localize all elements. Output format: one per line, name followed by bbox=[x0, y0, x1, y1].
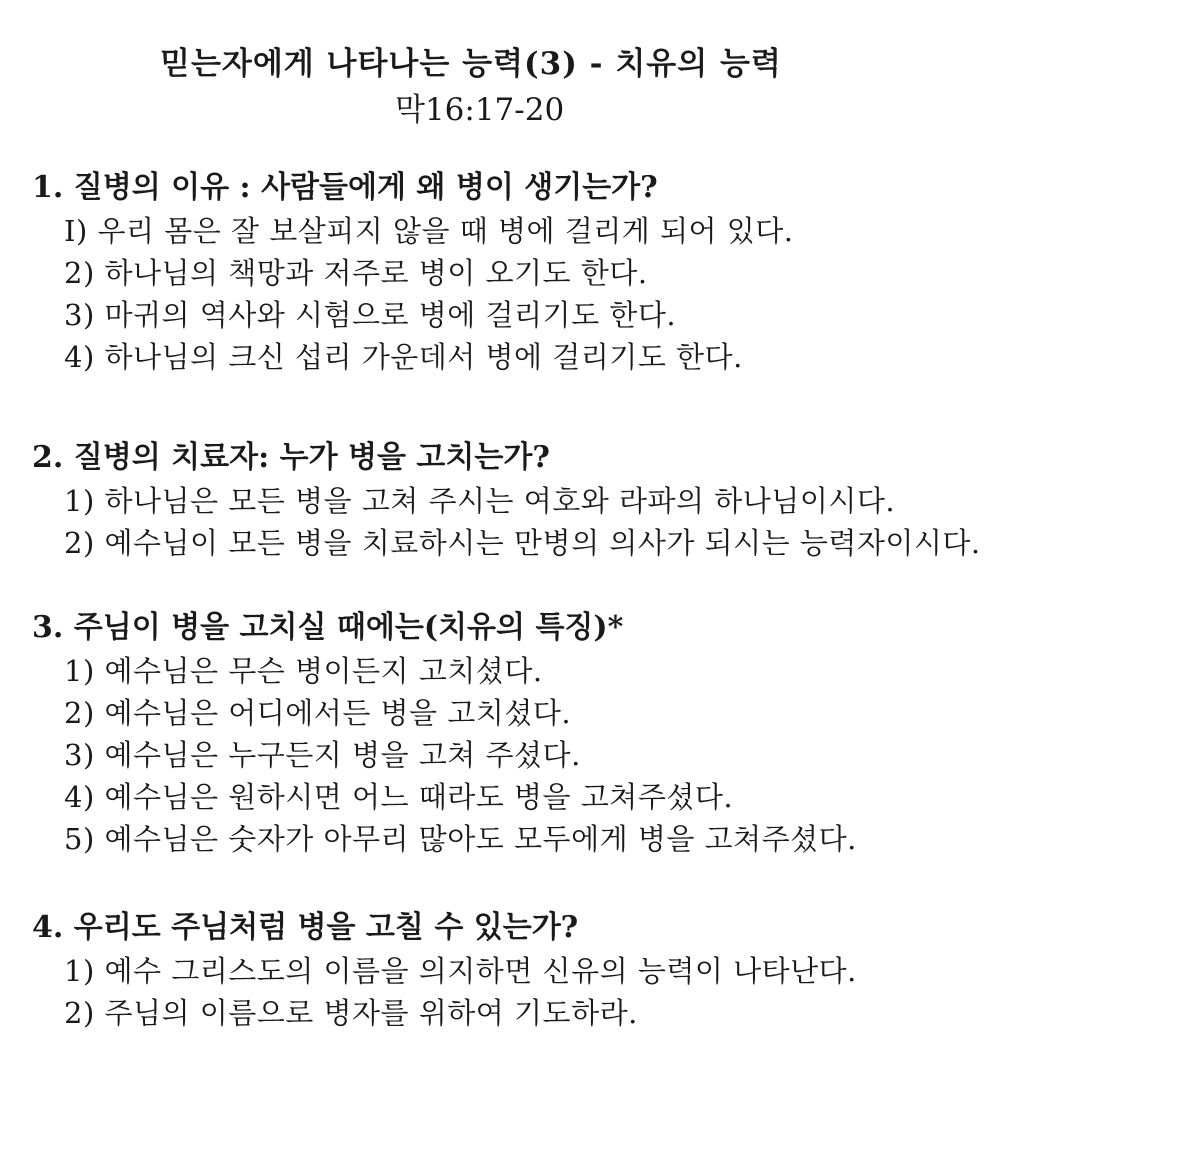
list-item: 3) 마귀의 역사와 시험으로 병에 걸리기도 한다. bbox=[64, 298, 677, 332]
section-healing-characteristics bbox=[32, 606, 1182, 860]
list-item: 1) 예수 그리스도의 이름을 의지하면 신유의 능력이 나타난다. bbox=[64, 954, 857, 988]
list-item: 2) 하나님의 책망과 저주로 병이 오기도 한다. bbox=[64, 256, 648, 290]
section-heading: 2. 질병의 치료자: 누가 병을 고치는가? bbox=[32, 440, 550, 475]
list-item: 4) 하나님의 크신 섭리 가운데서 병에 걸리기도 한다. bbox=[64, 340, 743, 374]
list-item: 5) 예수님은 숫자가 아무리 많아도 모두에게 병을 고쳐주셨다. bbox=[64, 822, 857, 856]
scripture-reference: 막16:17-20 bbox=[395, 92, 565, 128]
section-heading: 4. 우리도 주님처럼 병을 고칠 수 있는가? bbox=[32, 910, 579, 945]
document-title: 믿는자에게 나타나는 능력(3) - 치유의 능력 bbox=[160, 46, 782, 82]
section-heading: 3. 주님이 병을 고치실 때에는(치유의 특징)* bbox=[32, 610, 624, 645]
section-illness-causes bbox=[32, 166, 1182, 378]
section-heading: 1. 질병의 이유 : 사람들에게 왜 병이 생기는가? bbox=[32, 170, 658, 205]
list-item: 2) 예수님은 어디에서든 병을 고치셨다. bbox=[64, 696, 572, 730]
list-item: 2) 예수님이 모든 병을 치료하시는 만병의 의사가 되시는 능력자이시다. bbox=[64, 526, 981, 560]
list-item: I) 우리 몸은 잘 보살피지 않을 때 병에 걸리게 되어 있다. bbox=[64, 214, 794, 248]
list-item: 3) 예수님은 누구든지 병을 고쳐 주셨다. bbox=[64, 738, 581, 772]
list-item: 1) 예수님은 무슨 병이든지 고치셨다. bbox=[64, 654, 543, 688]
list-item: 1) 하나님은 모든 병을 고쳐 주시는 여호와 라파의 하나님이시다. bbox=[64, 484, 896, 518]
list-item: 4) 예수님은 원하시면 어느 때라도 병을 고쳐주셨다. bbox=[64, 780, 734, 814]
section-can-we-heal bbox=[32, 906, 1182, 1034]
section-healer bbox=[32, 436, 1182, 564]
list-item: 2) 주님의 이름으로 병자를 위하여 기도하라. bbox=[64, 996, 638, 1030]
